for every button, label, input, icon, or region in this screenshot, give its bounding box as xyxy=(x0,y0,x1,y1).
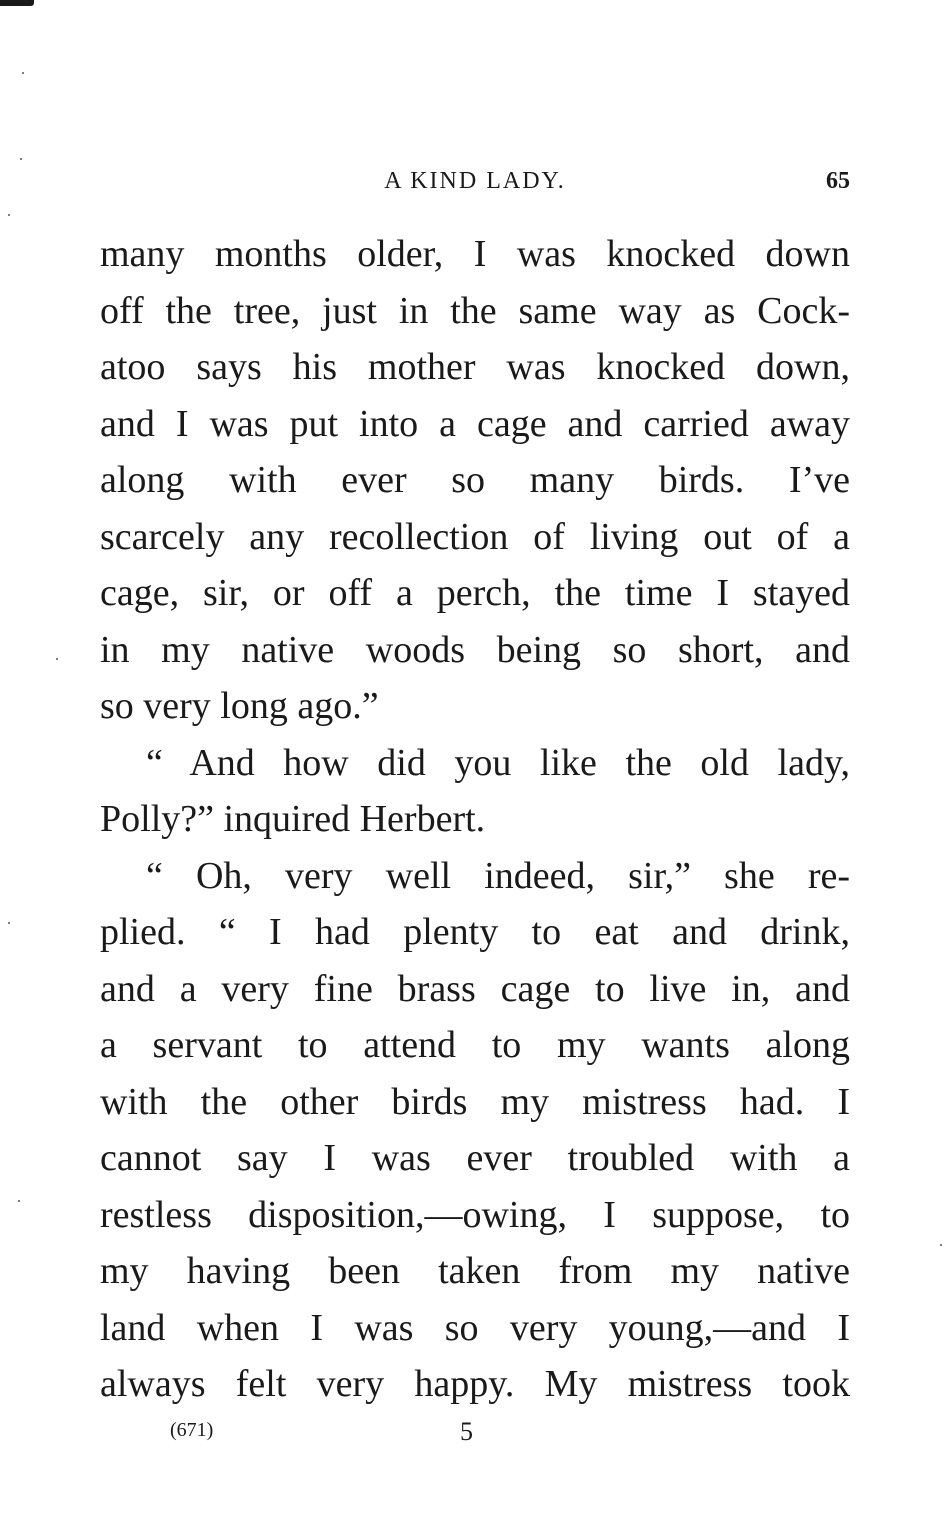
signature-mark: (671) xyxy=(170,1419,214,1441)
scan-speck xyxy=(940,1244,942,1246)
text-line: and I was put into a cage and carried away xyxy=(100,402,850,445)
body-text xyxy=(100,226,850,1413)
text-line: scarcely any recollection of living out of a xyxy=(100,515,850,558)
text-line: atoo says his mother was knocked down, xyxy=(100,346,850,388)
scan-speck xyxy=(8,214,10,216)
text-line: along with ever so many birds. I’ve xyxy=(100,459,850,501)
scan-speck xyxy=(56,658,58,660)
text-line: with the other birds my mistress had. I xyxy=(100,1080,850,1123)
text-line: in my native woods being so short, and xyxy=(100,628,850,671)
text-line: land when I was so very young,—and I xyxy=(100,1306,850,1349)
text-line: many months older, I was knocked down xyxy=(100,233,850,275)
scan-speck xyxy=(18,1200,20,1202)
scan-speck xyxy=(22,72,24,74)
text-line: cannot say I was ever troubled with a xyxy=(100,1137,850,1179)
text-line: restless disposition,—owing, I suppose, to xyxy=(100,1193,850,1236)
text-line: Polly?” inquired Herbert. xyxy=(100,798,486,840)
text-line: plied. “ I had plenty to eat and drink, xyxy=(100,911,850,953)
text-line: always felt very happy. My mistress took xyxy=(100,1363,850,1405)
running-header xyxy=(100,168,850,198)
page-number: 65 xyxy=(826,168,850,194)
text-line: “ And how did you like the old lady, xyxy=(146,741,850,784)
text-line: and a very fine brass cage to live in, and xyxy=(100,967,850,1010)
text-line: my having been taken from my native xyxy=(100,1250,850,1292)
scan-corner-mark xyxy=(0,0,34,6)
text-line: “ Oh, very well indeed, sir,” she re- xyxy=(146,854,850,897)
text-line: off the tree, just in the same way as Cock- xyxy=(100,289,850,332)
text-line: a servant to attend to my wants along xyxy=(100,1024,850,1066)
page-footer xyxy=(100,1417,850,1447)
text-line: cage, sir, or off a perch, the time I stayed xyxy=(100,572,850,614)
text-line: so very long ago.” xyxy=(100,685,379,727)
scan-speck xyxy=(20,158,22,160)
running-title: A KIND LADY. xyxy=(384,168,566,194)
sheet-number: 5 xyxy=(460,1417,473,1446)
scan-speck xyxy=(8,922,10,924)
